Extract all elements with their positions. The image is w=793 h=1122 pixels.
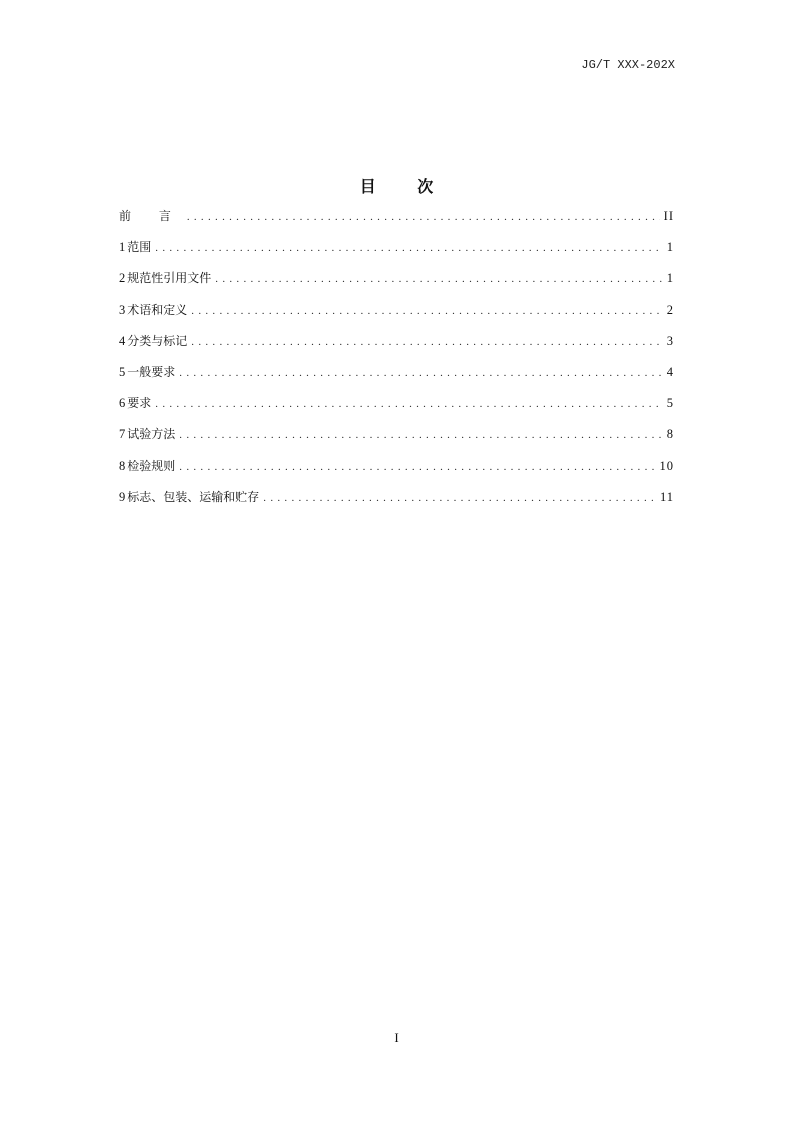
toc-dot-leader: [155, 238, 662, 258]
toc-entry-scope[interactable]: [119, 237, 674, 268]
toc-dot-leader: [191, 301, 662, 321]
toc-entry-page: 10: [659, 458, 674, 473]
toc-entry-number: 4: [119, 333, 126, 348]
toc-entry-inspection-rules[interactable]: [119, 456, 674, 487]
toc-dot-leader: [187, 207, 660, 227]
toc-entry-number: 1: [119, 240, 126, 255]
toc-entry-number: 8: [119, 458, 126, 473]
toc-entry-classification[interactable]: [119, 331, 674, 362]
toc-entry-label: [119, 456, 175, 476]
toc-entry-number: 7: [119, 427, 126, 442]
toc-entry-page: 1: [666, 240, 674, 255]
toc-entry-terms-definitions[interactable]: [119, 300, 674, 331]
toc-entry-marking-packaging[interactable]: [119, 487, 674, 518]
toc-entry-number: 3: [119, 302, 126, 317]
toc-entry-text: 试验方法: [127, 427, 176, 442]
toc-entry-label: [119, 331, 187, 351]
toc-entry-page: 3: [666, 333, 674, 348]
document-code: JG/T XXX-202X: [581, 58, 675, 72]
toc-entry-text: 标志、包装、运输和贮存: [127, 489, 260, 504]
toc-dot-leader: [215, 269, 662, 289]
toc-entry-general-requirements[interactable]: [119, 362, 674, 393]
toc-entry-requirements[interactable]: [119, 393, 674, 424]
toc-entry-label: [119, 300, 187, 320]
toc-entry-label: [119, 393, 151, 413]
toc-entry-number: 5: [119, 364, 126, 379]
toc-dot-leader: [179, 363, 662, 383]
toc-entry-page: II: [663, 209, 674, 223]
toc-entry-page: 8: [666, 427, 674, 442]
toc-entry-page: 2: [666, 302, 674, 317]
toc-entry-label: 前 言: [119, 209, 183, 223]
toc-entry-text: 范围: [127, 240, 152, 255]
toc-entry-page: 1: [666, 271, 674, 286]
toc-dot-leader: [263, 488, 656, 508]
toc-entry-text: 检验规则: [127, 458, 176, 473]
toc-entry-number: 2: [119, 271, 126, 286]
toc-dot-leader: [155, 394, 662, 414]
toc-entry-page: 5: [666, 396, 674, 411]
toc-entry-label: [119, 268, 211, 288]
toc-entry-label: [119, 362, 175, 382]
toc-dot-leader: [191, 332, 662, 352]
toc-entry-foreword[interactable]: [119, 206, 674, 237]
toc-entry-text: 要求: [127, 396, 152, 411]
toc-entry-label: [119, 487, 259, 507]
toc-entry-number: 9: [119, 489, 126, 504]
toc-entry-number: 6: [119, 396, 126, 411]
toc-entry-text: 规范性引用文件: [127, 271, 212, 286]
toc-dot-leader: [179, 457, 655, 477]
toc-entry-page: 11: [659, 489, 674, 504]
toc-entry-label: [119, 424, 175, 444]
toc-dot-leader: [179, 425, 662, 445]
toc-entry-normative-references[interactable]: [119, 268, 674, 299]
toc-entry-page: 4: [666, 364, 674, 379]
toc-entry-text: 术语和定义: [127, 302, 188, 317]
toc-entry-label: [119, 237, 151, 257]
toc-entry-text: 分类与标记: [127, 333, 188, 348]
toc-entry-text: 一般要求: [127, 364, 176, 379]
table-of-contents: [119, 206, 674, 518]
page-number: I: [394, 1030, 399, 1045]
toc-entry-test-methods[interactable]: [119, 424, 674, 455]
toc-title: 目 次: [359, 177, 452, 196]
